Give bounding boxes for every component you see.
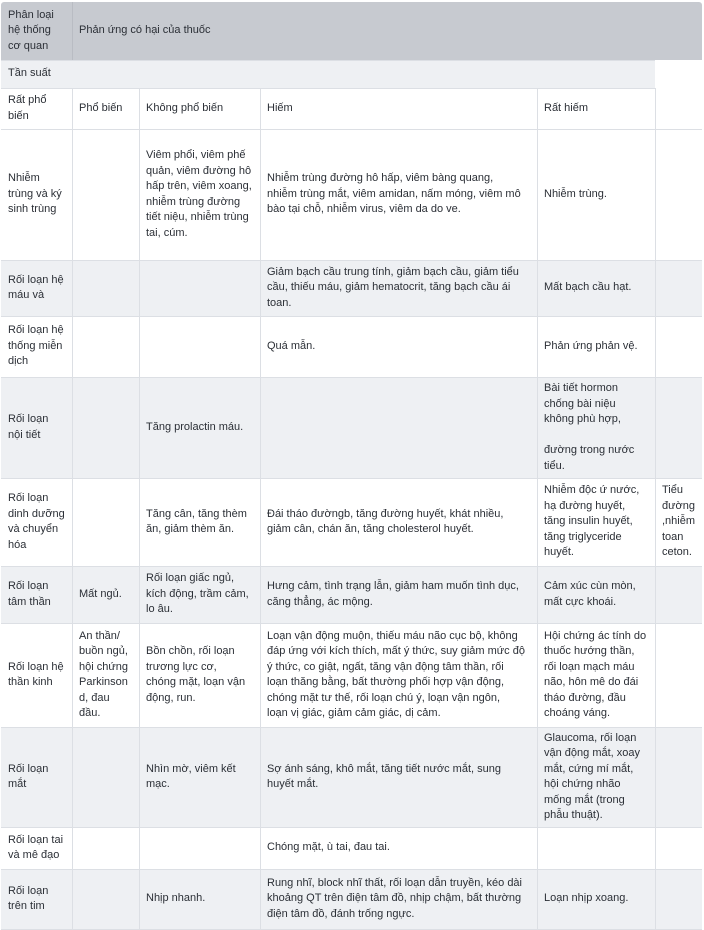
table-cell-uncommon-text: Tăng prolactin máu. (146, 420, 244, 433)
table-row-organ-text: Rối loạn hệ thống miễn dịch (8, 324, 64, 368)
table-cell-extra (655, 129, 702, 260)
table-cell-uncommon-text: Nhịp nhanh. (146, 892, 206, 905)
table-cell-very-rare (537, 129, 655, 260)
table-cell-very-rare (537, 377, 655, 478)
table-cell-rare (260, 478, 537, 566)
row-divider (1, 566, 702, 567)
table-cell-rare (260, 316, 537, 377)
table-cell-uncommon (139, 260, 260, 316)
header-organ-class (1, 2, 72, 60)
column-divider (72, 88, 73, 929)
table-cell-very-rare-text: Nhiễm độc ứ nước, hạ đường huyết, tăng insulin huyết, tăng triglyceride huyết. (544, 484, 640, 559)
table-cell-rare (260, 566, 537, 623)
frequency-label-text: Tần suất (8, 67, 51, 80)
table-cell-rare (260, 827, 537, 869)
table-row-organ-text: Rối loạn mắt (8, 762, 49, 790)
header-adverse-reactions-text: Phản ứng có hại của thuốc (79, 24, 211, 37)
table-cell-extra (655, 377, 702, 478)
table-cell-extra (655, 727, 702, 827)
row-divider (1, 88, 655, 89)
table-row-organ (1, 566, 72, 623)
table-cell-common (72, 129, 139, 260)
frequency-column-3 (260, 88, 537, 129)
row-divider (1, 869, 702, 870)
table-cell-very-rare (537, 316, 655, 377)
table-cell-rare (260, 260, 537, 316)
table-row-organ-text: Rối loạn hệ máu và (8, 273, 64, 301)
table-cell-common (72, 623, 139, 727)
table-row-organ (1, 869, 72, 929)
table-cell-extra (655, 566, 702, 623)
table-cell-very-rare (537, 869, 655, 929)
table-row-organ-text: Rối loạn tai và mê đạo (8, 833, 64, 861)
table-cell-common (72, 377, 139, 478)
table-cell-very-rare-text: Bài tiết hormon chống bài niệu không phù hợp, đường trong nước tiểu. (544, 382, 635, 472)
table-cell-very-rare-text: Phản ứng phản vệ. (544, 339, 638, 352)
table-cell-very-rare (537, 260, 655, 316)
table-cell-very-rare-text: Mất bạch cầu hạt. (544, 281, 632, 294)
table-row-organ-text: Rối loạn trên tim (8, 884, 49, 912)
table-cell-very-rare-text: Cảm xúc cùn mòn, mất cực khoái. (544, 580, 636, 608)
table-cell-very-rare (537, 727, 655, 827)
table-cell-very-rare (537, 478, 655, 566)
table-cell-common (72, 827, 139, 869)
table-cell-rare (260, 869, 537, 929)
frequency-label (1, 60, 655, 88)
table-cell-common-text: An thần/ buồn ngủ, hội chứng Parkinson d, đau đầu. (79, 629, 128, 719)
table-cell-very-rare (537, 623, 655, 727)
column-divider (655, 88, 656, 929)
row-divider (1, 478, 702, 479)
row-divider (1, 60, 655, 61)
table-row-organ (1, 827, 72, 869)
table-cell-extra (655, 478, 702, 566)
table-cell-uncommon (139, 827, 260, 869)
row-divider (1, 827, 702, 828)
table-cell-common (72, 478, 139, 566)
table-cell-uncommon-text: Viêm phổi, viêm phế quản, viêm đường hô hấp trên, viêm xoang, nhiễm trùng đường tiết niệu, nhiễm trùng tai, cúm. (146, 149, 252, 239)
header-organ-class-text: Phân loại hệ thống cơ quan (8, 8, 54, 52)
header-divider (72, 2, 73, 60)
table-cell-uncommon (139, 478, 260, 566)
table-cell-rare-text: Chóng mặt, ù tai, đau tai. (267, 841, 390, 854)
column-divider (260, 88, 261, 929)
row-divider (1, 129, 702, 130)
table-row-organ (1, 129, 72, 260)
table-cell-very-rare-text: Glaucoma, rối loạn vận động mắt, xoay mắt, cứng mí mắt, hội chứng nhão mống mắt (trong phẫu thuật). (544, 731, 641, 821)
table-cell-common (72, 260, 139, 316)
row-divider (1, 260, 702, 261)
table-cell-rare-text: Đái tháo đườngb, tăng đường huyết, khát nhiều, giảm cân, chán ăn, tăng cholesterol huyết. (267, 507, 504, 535)
column-divider (537, 88, 538, 929)
table-cell-rare (260, 377, 537, 478)
table-cell-rare-text: Giảm bạch cầu trung tính, giảm bạch cầu, giảm tiểu cầu, thiếu máu, giảm hematocrit, tăng bạch cầu ái toan. (267, 265, 519, 309)
table-cell-rare-text: Loạn vận động muộn, thiếu máu não cục bộ, không đáp ứng với kích thích, mất ý thức, suy giảm mức độ ý thức, co giật, ngất, tăng vận động tâm thần, rối loạn thăng bằng, bất thường phối hợp vận động, chóng mặt tư thế, rối loạn chú ý, loạn vận ngôn, loạn vị giác, giảm cảm giác, dị cảm. (267, 629, 525, 719)
table-row-organ-text: Nhiễm trùng và ký sinh trùng (8, 172, 62, 216)
table-row-organ-text: Rối loạn hệ thần kinh (8, 660, 64, 688)
table-row-organ (1, 623, 72, 727)
table-row-organ-text: Rối loạn nội tiết (8, 413, 49, 441)
table-cell-very-rare-text: Loạn nhịp xoang. (544, 892, 629, 905)
table-cell-uncommon-text: Nhìn mờ, viêm kết mạc. (146, 762, 236, 790)
row-divider (1, 316, 702, 317)
table-cell-common (72, 566, 139, 623)
table-row-organ (1, 260, 72, 316)
header-adverse-reactions (72, 2, 702, 60)
table-cell-rare (260, 623, 537, 727)
table-cell-uncommon (139, 129, 260, 260)
table-cell-uncommon (139, 727, 260, 827)
table-cell-rare-text: Nhiễm trùng đường hô hấp, viêm bàng quang, nhiễm trùng mắt, viêm amidan, nấm móng, viêm mô bào tại chỗ, nhiễm virus, viêm da do ve. (267, 172, 521, 216)
frequency-column-3-text: Hiếm (267, 101, 293, 114)
table-cell-rare (260, 129, 537, 260)
table-cell-common (72, 869, 139, 929)
table-row-organ (1, 377, 72, 478)
frequency-column-2-text: Không phổ biến (146, 101, 224, 114)
table-cell-extra (655, 827, 702, 869)
table-cell-common (72, 316, 139, 377)
frequency-column-0 (1, 88, 72, 129)
table-cell-extra (655, 623, 702, 727)
table-cell-very-rare-text: Hội chứng ác tính do thuốc hướng thần, rối loạn mạch máu não, hôn mê do đái tháo đường, đầu choáng váng. (544, 629, 647, 719)
table-cell-rare-text: Quá mẫn. (267, 339, 316, 352)
table-row-organ (1, 316, 72, 377)
table-cell-uncommon-text: Bồn chồn, rối loạn trương lực cơ, chóng mặt, loạn vận động, run. (146, 645, 246, 704)
table-cell-rare-text: Rung nhĩ, block nhĩ thất, rối loạn dẫn truyền, kéo dài khoảng QT trên điện tâm đồ, nhịp chậm, bất thường điện tâm đồ, đánh trống ngực. (267, 876, 522, 920)
table-cell-uncommon-text: Rối loạn giấc ngủ, kích động, trầm cảm, lo âu. (146, 572, 249, 616)
frequency-column-1-text: Phổ biến (79, 101, 123, 114)
table-row-organ-text: Rối loạn tâm thần (8, 580, 51, 608)
table-row-organ-text: Rối loạn dinh dưỡng và chuyển hóa (8, 492, 65, 551)
frequency-column-4-text: Rất hiếm (544, 101, 589, 114)
row-divider (1, 623, 702, 624)
table-cell-uncommon (139, 623, 260, 727)
table-cell-uncommon (139, 869, 260, 929)
table-cell-very-rare (537, 566, 655, 623)
table-cell-common-text: Mất ngủ. (79, 587, 122, 600)
table-cell-extra (655, 869, 702, 929)
table-cell-rare-text: Hưng cảm, tình trạng lẫn, giảm ham muốn tình dục, căng thẳng, ác mộng. (267, 580, 519, 608)
table-cell-uncommon (139, 377, 260, 478)
frequency-column-2 (139, 88, 260, 129)
table-row-organ (1, 478, 72, 566)
table-cell-uncommon (139, 566, 260, 623)
frequency-column-0-text: Rất phổ biến (8, 94, 47, 122)
table-cell-rare (260, 727, 537, 827)
table-row-organ (1, 727, 72, 827)
table-cell-uncommon-text: Tăng cân, tăng thèm ăn, giảm thèm ăn. (146, 507, 247, 535)
frequency-column-4 (537, 88, 655, 129)
table-cell-rare-text: Sợ ánh sáng, khô mắt, tăng tiết nước mắt, sung huyết mắt. (267, 762, 501, 790)
table-cell-extra (655, 316, 702, 377)
table-cell-extra (655, 260, 702, 316)
table-cell-common (72, 727, 139, 827)
table-cell-very-rare (537, 827, 655, 869)
frequency-column-1 (72, 88, 139, 129)
table-cell-very-rare-text: Nhiễm trùng. (544, 187, 607, 200)
table-cell-extra-text: Tiểu đường ,nhiễm toan ceton. (662, 484, 696, 559)
row-divider (1, 377, 702, 378)
column-divider (139, 88, 140, 929)
row-divider (1, 727, 702, 728)
table-cell-uncommon (139, 316, 260, 377)
